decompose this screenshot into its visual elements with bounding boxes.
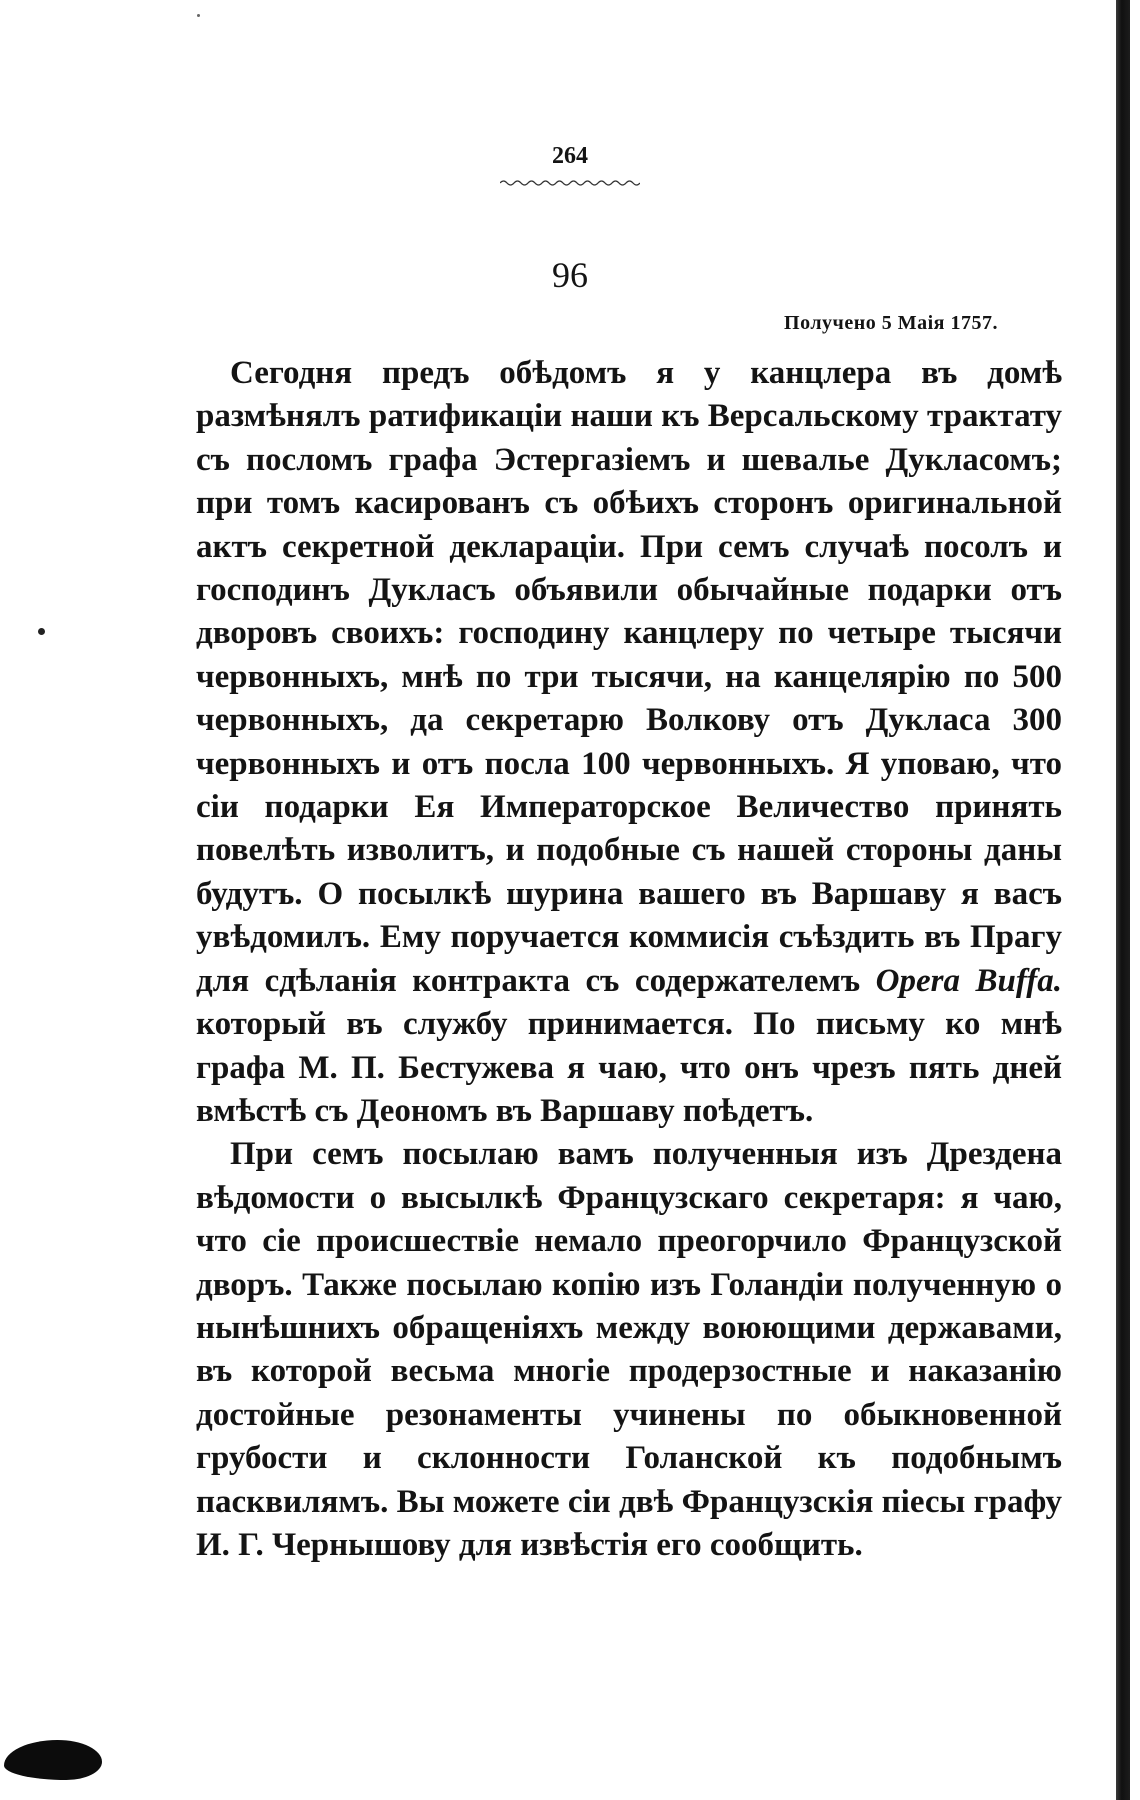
- paragraph: [196, 352, 1062, 1133]
- ink-blot: [4, 1740, 102, 1780]
- paragraph-text: который въ службу принимается. По письму ко мнѣ графа М. П. Бестужева я чаю, что онъ чрезъ пять дней вмѣстѣ съ Деономъ въ Варшаву поѣдетъ.: [196, 1006, 1062, 1129]
- italic-title: Opera Buffa.: [875, 962, 1062, 999]
- received-date: Получено 5 Маія 1757.: [784, 312, 998, 334]
- paragraph: При семъ посылаю вамъ полученныя изъ Дрездена вѣдомости о высылкѣ Французскаго секретаря: я чаю, что сіе происшествіе немало преогорчило Французской дворъ. Также посылаю копію изъ Голандіи полученную о нынѣшнихъ обращеніяхъ между воюющими державами, въ которой весьма многіе продерзостные и наказанію достойные резонаменты учинены по обыкновенной грубости и склонности Голанской къ подобнымъ пасквилямъ. Вы можете сіи двѣ Французскія піесы графу И. Г. Чернышову для извѣстія его сообщить.: [196, 1136, 1062, 1563]
- ink-speck: [38, 628, 45, 635]
- ink-speck: [197, 14, 200, 17]
- page-edge-shadow: [1116, 0, 1130, 1800]
- wavy-rule-ornament: [500, 178, 640, 188]
- page-number: 264: [552, 143, 588, 169]
- letter-body: [196, 352, 1062, 1567]
- letter-number: 96: [552, 255, 588, 295]
- paragraph-text: Сегодня предъ обѣдомъ я у канцлера въ домѣ размѣнялъ ратификаціи наши къ Версальскому трактату съ посломъ графа Эстергазіемъ и шевалье Дукласомъ; при томъ касированъ съ обѣихъ сторонъ оригинальной актъ секретной декларацiи. При семъ случаѣ посолъ и господинъ Дукласъ объявили обычайные подарки отъ дворовъ своихъ: господину канцлеру по четыре тысячи червонныхъ, мнѣ по три тысячи, на канцелярію по 500 червонныхъ, да секретарю Волкову отъ Дукласа 300 червонныхъ и отъ посла 100 червонныхъ. Я уповаю, что сіи подарки Ея Императорское Величество принять повелѣть изволитъ, и подобные съ нашей стороны даны будутъ. О посылкѣ шурина вашего въ Варшаву я васъ увѣдомилъ. Ему поручается коммисія съѣздить въ Прагу для сдѣланія контракта съ содержателемъ: [196, 355, 1062, 999]
